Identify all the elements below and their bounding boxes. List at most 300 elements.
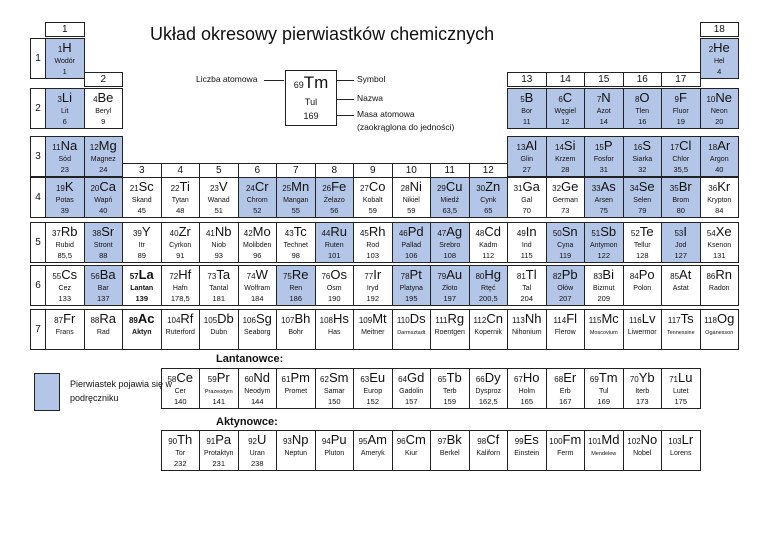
element-symbol-line	[200, 311, 238, 328]
element-atomic-number: 75	[282, 272, 292, 281]
group-header-4: 4	[161, 163, 201, 178]
element-mass: 178,5	[170, 294, 190, 303]
element-symbol-line	[547, 432, 585, 449]
element-name: Bohr	[288, 329, 304, 336]
element-symbol: Y	[141, 224, 151, 239]
element-symbol-line	[200, 432, 238, 449]
element-symbol: Xe	[715, 224, 732, 239]
group-header-12: 12	[469, 163, 509, 178]
element-name: Cez	[58, 285, 71, 292]
element-atomic-number: 20	[90, 184, 100, 193]
element-mass: 70	[522, 206, 531, 215]
element-symbol-line	[470, 311, 508, 328]
element-mass: 152	[366, 397, 379, 406]
element-symbol: P	[603, 138, 613, 153]
element-name: Złoto	[441, 285, 458, 292]
element-atomic-number: 32	[552, 184, 562, 193]
element-mass: 200,5	[478, 294, 498, 303]
element-name: Miedź	[440, 197, 460, 204]
element-symbol-line	[662, 267, 700, 284]
element-name: Wanad	[207, 197, 230, 204]
element-mass: 91	[176, 251, 185, 260]
element-atomic-number: 76	[321, 272, 331, 281]
element-name: Wodór	[54, 58, 75, 65]
element-cell-pt	[392, 265, 432, 306]
element-name: Brom	[672, 197, 690, 204]
element-symbol-line	[431, 179, 469, 196]
element-name: Kadm	[479, 242, 498, 249]
element-symbol-line	[85, 179, 123, 196]
element-atomic-number: 54	[706, 229, 716, 238]
element-name: Europ	[363, 388, 383, 395]
element-symbol: Cn	[486, 311, 503, 326]
element-cell-in	[507, 222, 547, 263]
element-symbol-line	[470, 432, 508, 449]
element-symbol-line	[85, 267, 123, 284]
element-mass: 55	[291, 206, 300, 215]
element-mass: 52	[253, 206, 262, 215]
element-symbol-line	[277, 311, 315, 328]
element-symbol-line	[662, 311, 700, 328]
element-cell-yb	[623, 368, 663, 409]
element-cell-tb	[430, 368, 470, 409]
element-atomic-number: 53	[674, 229, 684, 238]
element-symbol-line	[624, 179, 662, 196]
page-title: Układ okresowy pierwiastków chemicznych	[150, 24, 495, 44]
element-symbol: O	[639, 90, 650, 105]
element-atomic-number: 42	[243, 229, 253, 238]
element-symbol: Sb	[600, 224, 617, 239]
element-symbol: At	[679, 267, 692, 282]
element-name: Frans	[55, 329, 74, 336]
element-atomic-number: 17	[670, 143, 680, 152]
group-header-13: 13	[507, 72, 547, 87]
element-symbol-line	[508, 224, 546, 241]
period-label-7: 7	[30, 309, 46, 350]
element-name: Srebro	[439, 242, 461, 249]
element-symbol-line	[277, 432, 315, 449]
element-symbol: Rg	[447, 311, 465, 326]
element-symbol: Cf	[486, 432, 500, 447]
element-atomic-number: 71	[669, 375, 678, 384]
element-name: Cyrkon	[169, 242, 192, 249]
element-name: Azot	[596, 108, 611, 115]
element-name: Tantal	[209, 285, 229, 292]
element-symbol-line	[701, 179, 739, 196]
element-atomic-number: 57	[129, 272, 139, 281]
element-atomic-number: 73	[207, 272, 217, 281]
element-atomic-number: 18	[708, 143, 718, 152]
element-symbol-line	[585, 224, 623, 241]
element-name: Flerow	[554, 329, 576, 336]
element-cell-pr	[199, 368, 239, 409]
element-symbol: Te	[639, 224, 654, 239]
element-atomic-number: 106	[242, 316, 256, 325]
element-name: Kopernik	[474, 329, 503, 336]
element-cell-sn	[546, 222, 586, 263]
element-name: Fosfor	[593, 156, 614, 163]
element-name: Tlen	[635, 108, 650, 115]
element-cell-se	[623, 177, 663, 218]
element-atomic-number: 102	[627, 437, 641, 446]
element-mass: 119	[559, 251, 572, 260]
element-cell-co	[353, 177, 393, 218]
element-cell-hg	[469, 265, 509, 306]
element-name: Bizmut	[593, 285, 615, 292]
element-symbol-line	[508, 90, 546, 107]
element-symbol: Ts	[680, 311, 694, 326]
element-cell-hf	[161, 265, 201, 306]
element-symbol-line	[624, 138, 662, 155]
element-cell-he	[700, 38, 740, 79]
element-symbol-line	[239, 267, 277, 284]
element-atomic-number: 11	[52, 143, 61, 152]
element-atomic-number: 34	[629, 184, 639, 193]
element-cell-ta	[199, 265, 239, 306]
element-symbol-line	[508, 179, 546, 196]
element-symbol: Np	[291, 432, 309, 447]
element-symbol: Hs	[332, 311, 349, 326]
element-name: Promet	[284, 388, 308, 395]
element-cell-cn	[469, 309, 509, 350]
element-symbol: Se	[638, 179, 655, 194]
element-name: Nihonium	[511, 329, 542, 336]
element-cell-p	[584, 136, 624, 177]
element-cell-lr	[661, 430, 701, 471]
element-symbol: Er	[563, 370, 577, 385]
element-name: Dysproz	[475, 388, 502, 395]
element-mass: 27	[522, 165, 531, 174]
element-name: Iryd	[366, 285, 379, 292]
element-name: Cynk	[480, 197, 497, 204]
element-mass: 181	[212, 294, 225, 303]
element-symbol-line	[239, 179, 277, 196]
element-mass: 122	[597, 251, 610, 260]
period-label-6: 6	[30, 265, 46, 306]
element-symbol: Co	[368, 179, 386, 194]
element-symbol: Yb	[638, 370, 655, 385]
element-symbol-line	[85, 138, 123, 155]
period-label-5: 5	[30, 222, 46, 263]
element-name: Fluor	[672, 108, 689, 115]
element-symbol-line	[46, 179, 84, 196]
element-name: Nikiel	[402, 197, 420, 204]
element-symbol: Ta	[216, 267, 231, 282]
element-atomic-number: 94	[321, 437, 331, 446]
element-symbol: Mt	[372, 311, 387, 326]
element-symbol: Es	[523, 432, 539, 447]
element-cell-na	[45, 136, 85, 177]
element-atomic-number: 80	[475, 272, 485, 281]
element-cell-og	[700, 309, 740, 350]
group-header-18: 18	[700, 22, 740, 37]
element-atomic-number: 6	[558, 95, 563, 104]
element-symbol: Gd	[407, 370, 425, 385]
element-name: Rod	[366, 242, 380, 249]
element-cell-ir	[353, 265, 393, 306]
element-mass: 63,5	[442, 206, 458, 215]
element-atomic-number: 27	[359, 184, 369, 193]
element-mass: 232	[173, 459, 187, 468]
element-atomic-number: 5	[520, 95, 525, 104]
element-symbol: Bh	[294, 311, 311, 326]
element-atomic-number: 70	[629, 375, 639, 384]
element-atomic-number: 7	[596, 95, 602, 104]
element-atomic-number: 82	[552, 272, 562, 281]
element-symbol-line	[585, 267, 623, 284]
element-mass: 140	[173, 397, 187, 406]
element-atomic-number: 37	[51, 229, 61, 238]
element-symbol: Sm	[328, 370, 349, 385]
element-symbol-line	[200, 370, 238, 387]
element-name: Lantan	[130, 285, 154, 292]
element-cell-at	[661, 265, 701, 306]
element-symbol: Fl	[566, 311, 578, 326]
element-cell-am	[353, 430, 393, 471]
element-atomic-number: 40	[169, 229, 179, 238]
element-symbol-line	[316, 432, 354, 449]
group-header-5: 5	[199, 163, 239, 178]
element-symbol: Li	[61, 90, 73, 105]
element-cell-sg	[238, 309, 278, 350]
element-mass: 150	[327, 397, 341, 406]
element-symbol: Sg	[255, 311, 272, 326]
element-name: Platyna	[399, 285, 423, 292]
element-symbol-line	[662, 138, 700, 155]
element-symbol: Sr	[101, 224, 115, 239]
element-name: Pallad	[401, 242, 421, 249]
element-symbol-line	[547, 90, 585, 107]
element-symbol-line	[470, 267, 508, 284]
element-cell-o	[623, 88, 663, 129]
legend-text: Pierwiastek pojawia się w podręczniku	[70, 379, 173, 403]
element-name: Astat	[672, 285, 689, 292]
element-atomic-number: 64	[398, 375, 408, 384]
element-mass: 1	[62, 67, 67, 76]
element-atomic-number: 116	[629, 316, 642, 325]
element-mass: 85,5	[57, 251, 73, 260]
element-mass: 103	[366, 251, 379, 260]
element-cell-rf	[161, 309, 201, 350]
element-mass: 162,5	[478, 397, 498, 406]
element-atomic-number: 110	[396, 316, 410, 325]
element-symbol-line	[508, 432, 546, 449]
element-atomic-number: 3	[57, 95, 62, 104]
element-cell-mt	[353, 309, 393, 350]
element-cell-s	[623, 136, 663, 177]
element-symbol-line	[701, 138, 739, 155]
element-symbol: Cs	[61, 267, 78, 282]
element-atomic-number: 49	[516, 229, 526, 238]
element-mass: 204	[520, 294, 533, 303]
element-mass: 195	[404, 294, 418, 303]
element-cell-bi	[584, 265, 624, 306]
element-cell-ni	[392, 177, 432, 218]
element-atomic-number: 111	[435, 316, 448, 325]
element-symbol-line	[277, 224, 315, 241]
element-symbol: No	[640, 432, 658, 447]
element-symbol-line	[354, 370, 392, 387]
element-atomic-number: 79	[437, 272, 447, 281]
period-label-1: 1	[30, 38, 46, 79]
element-symbol-line	[316, 370, 354, 387]
element-atomic-number: 69	[589, 375, 599, 384]
element-name: Uran	[249, 450, 265, 457]
element-name: Prazeodym	[204, 389, 233, 395]
element-atomic-number: 15	[594, 143, 604, 152]
element-atomic-number: 14	[555, 143, 564, 152]
element-cell-zn	[469, 177, 509, 218]
element-name: Chlor	[672, 156, 690, 163]
group-header-16: 16	[623, 72, 663, 87]
element-cell-rh	[353, 222, 393, 263]
element-symbol-line	[354, 267, 392, 284]
element-cell-c	[546, 88, 586, 129]
element-cell-ts	[661, 309, 701, 350]
element-symbol-line	[162, 267, 200, 284]
element-symbol: Bi	[602, 267, 614, 282]
element-name: Tul	[599, 388, 609, 395]
element-atomic-number: 67	[513, 375, 523, 384]
element-atomic-number: 12	[89, 143, 99, 152]
element-mass: 231	[212, 459, 225, 468]
element-name: Radon	[708, 285, 730, 292]
element-name: Lutet	[672, 388, 689, 395]
period-label-3: 3	[30, 136, 46, 177]
element-mass: 115	[520, 251, 533, 260]
element-name: Rad	[96, 329, 110, 336]
element-symbol-line	[662, 370, 700, 387]
element-symbol: Rh	[368, 224, 386, 239]
key-symbol-line	[286, 73, 336, 95]
element-cell-ca	[84, 177, 124, 218]
element-symbol-line	[46, 40, 84, 57]
element-mass: 106	[404, 251, 418, 260]
key-label-symbol: Symbol	[357, 74, 386, 84]
element-atomic-number: 68	[554, 375, 564, 384]
element-atomic-number: 88	[90, 316, 100, 325]
element-symbol-line	[46, 90, 84, 107]
element-atomic-number: 26	[322, 184, 332, 193]
element-cell-h	[45, 38, 85, 79]
element-atomic-number: 81	[516, 272, 526, 281]
element-name: Wapń	[94, 197, 113, 204]
element-symbol: K	[64, 179, 74, 194]
element-cell-db	[199, 309, 239, 350]
element-atomic-number: 87	[54, 316, 64, 325]
element-symbol: Tc	[293, 224, 307, 239]
element-cell-tl	[507, 265, 547, 306]
element-symbol: Re	[291, 267, 309, 282]
element-symbol-line	[701, 267, 739, 284]
element-name: Samar	[323, 388, 345, 395]
element-symbol-line	[470, 179, 508, 196]
element-atomic-number: 105	[203, 316, 218, 325]
element-atomic-number: 21	[129, 184, 139, 193]
element-mass: 28	[561, 165, 570, 174]
element-mass: 84	[715, 206, 724, 215]
element-symbol: Dy	[484, 370, 501, 385]
element-symbol-line	[701, 90, 739, 107]
element-atomic-number: 33	[591, 184, 601, 193]
element-cell-lv	[623, 309, 663, 350]
element-symbol-line	[624, 432, 662, 449]
element-cell-er	[546, 368, 586, 409]
element-cell-pb	[546, 265, 586, 306]
element-atomic-number: 47	[437, 229, 447, 238]
element-mass: 48	[176, 206, 185, 215]
element-symbol: Lv	[641, 311, 656, 326]
element-symbol: H	[62, 40, 72, 55]
element-name: Arsen	[594, 197, 613, 204]
element-mass: 190	[327, 294, 341, 303]
element-symbol-line	[200, 179, 238, 196]
element-cell-tc	[276, 222, 316, 263]
element-symbol-line	[277, 267, 315, 284]
element-mass: 175	[674, 397, 687, 406]
element-symbol-line	[547, 179, 585, 196]
element-mass: 73	[561, 206, 570, 215]
element-mass: 14	[599, 117, 608, 126]
element-name: Tytan	[171, 197, 189, 204]
element-symbol: Nb	[214, 224, 232, 239]
element-cell-ne	[700, 88, 740, 129]
element-symbol-line	[662, 224, 700, 241]
element-cell-w	[238, 265, 278, 306]
element-cell-mo	[238, 222, 278, 263]
element-cell-cm	[392, 430, 432, 471]
group-header-2: 2	[84, 72, 124, 87]
key-atomic-number: 69	[293, 80, 304, 90]
element-atomic-number: 51	[591, 229, 601, 238]
key-line-symbol	[337, 80, 354, 81]
element-cell-ac	[122, 309, 162, 350]
element-atomic-number: 109	[358, 316, 373, 325]
element-symbol-line	[508, 311, 546, 328]
element-name: Dubn	[210, 329, 228, 336]
element-symbol: Tb	[446, 370, 462, 385]
element-name: Tal	[522, 285, 532, 292]
element-symbol-line	[470, 224, 508, 241]
element-name: Ren	[289, 285, 303, 292]
key-label-number: Liczba atomowa	[196, 74, 258, 84]
element-cell-zr	[161, 222, 201, 263]
element-symbol-line	[239, 370, 277, 387]
element-atomic-number: 22	[170, 184, 180, 193]
element-symbol-line	[547, 138, 585, 155]
group-header-14: 14	[546, 72, 586, 87]
element-name: Molibden	[243, 242, 272, 249]
element-symbol-line	[123, 311, 161, 328]
element-cell-i	[661, 222, 701, 263]
element-mass: 169	[597, 397, 610, 406]
element-cell-mg	[84, 136, 124, 177]
element-symbol: Sc	[138, 179, 154, 194]
element-name: Oganesson	[705, 330, 734, 336]
element-cell-y	[122, 222, 162, 263]
element-symbol: Tl	[525, 267, 537, 282]
element-symbol-line	[624, 90, 662, 107]
element-symbol: I	[683, 224, 688, 239]
element-cell-cf	[469, 430, 509, 471]
element-atomic-number: 41	[205, 229, 215, 238]
element-name: Ameryk	[360, 450, 385, 457]
element-symbol: V	[218, 179, 228, 194]
element-mass: 32	[638, 165, 647, 174]
element-symbol: Be	[97, 90, 114, 105]
element-atomic-number: 60	[244, 375, 254, 384]
element-name: Niob	[211, 242, 226, 249]
